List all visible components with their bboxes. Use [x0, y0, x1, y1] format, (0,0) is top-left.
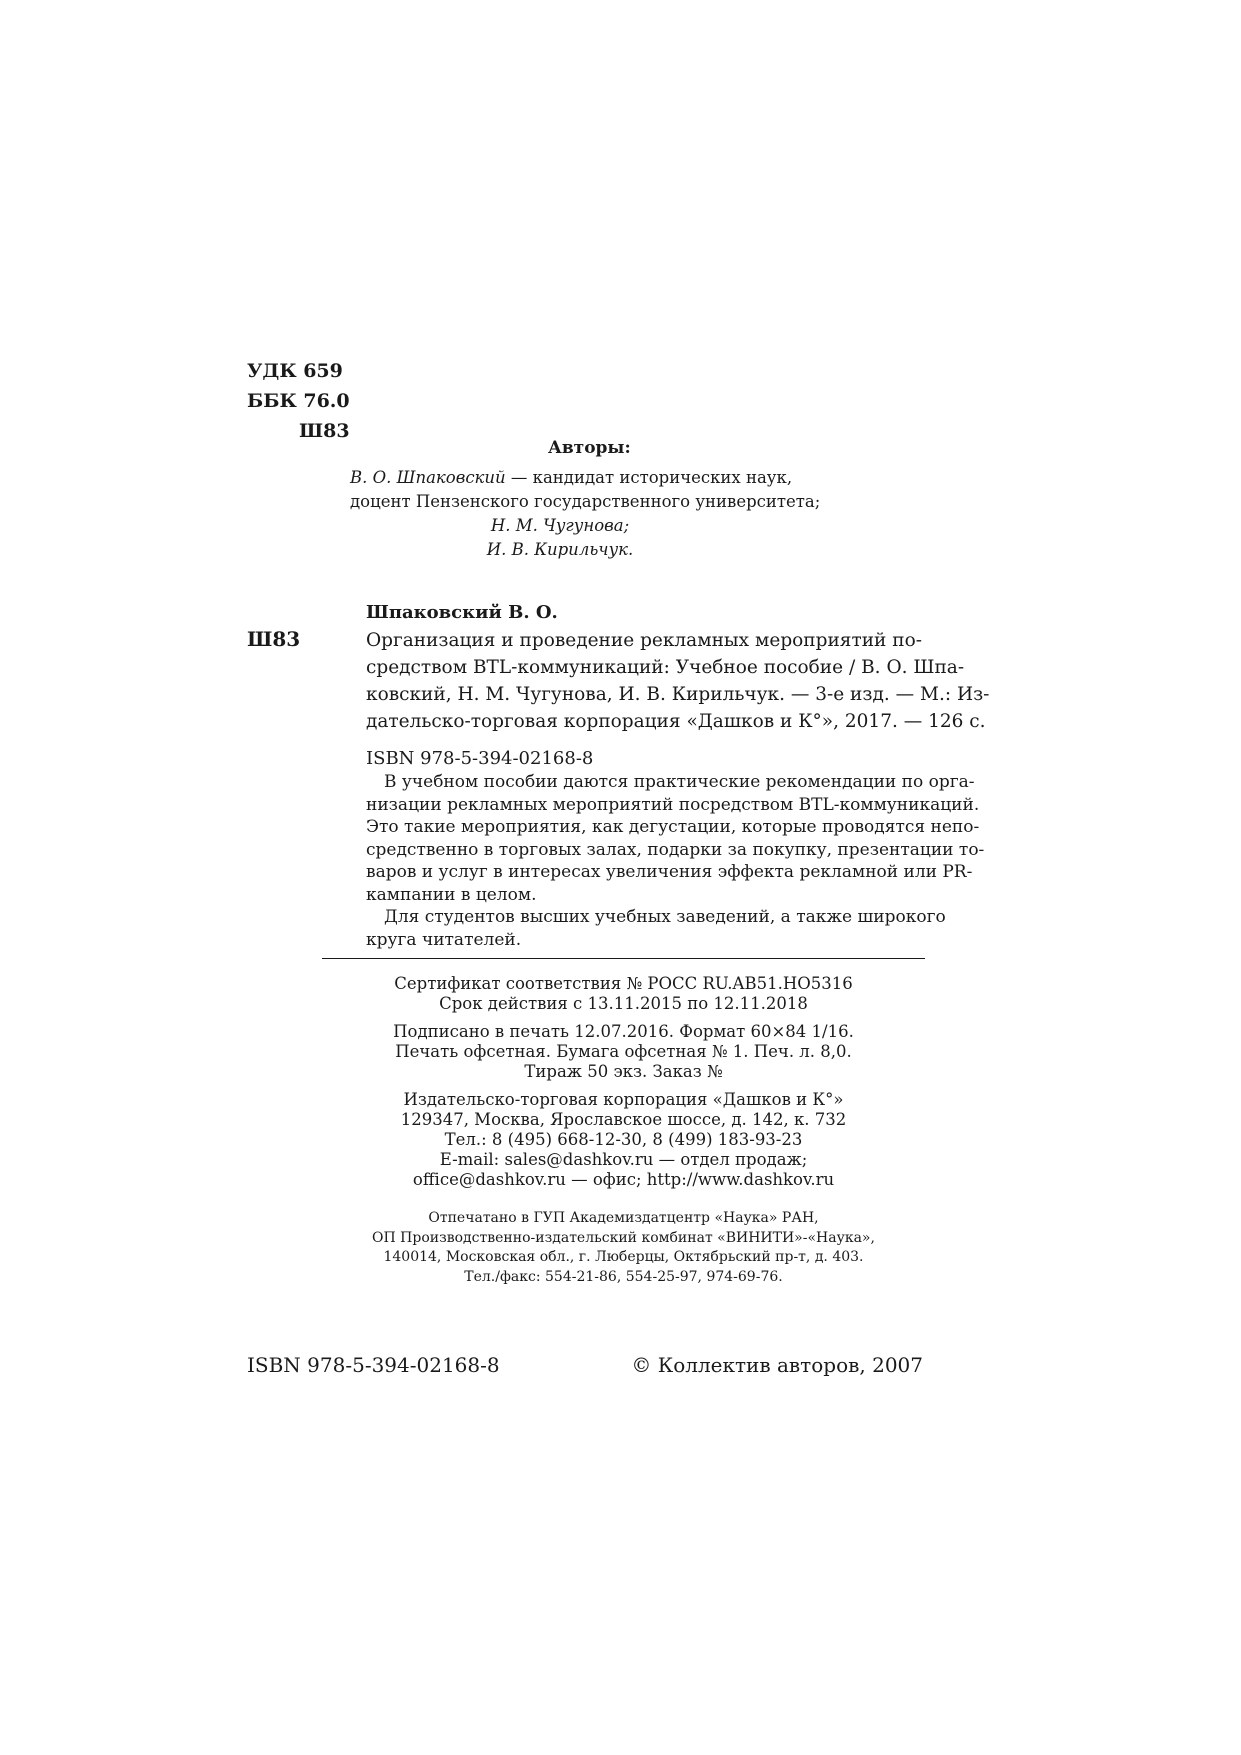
- author-line-1: [350, 466, 793, 490]
- author-line-4: И. В. Кирильчук.: [486, 540, 634, 559]
- abstract-line: варов и услуг в интересах увеличения эффекта рекламной или PR-: [366, 862, 973, 882]
- abstract-line: Это такие мероприятия, как дегустации, которые проводятся непо-: [366, 817, 980, 837]
- author-line-3: Н. М. Чугунова;: [490, 516, 630, 535]
- footer-isbn: ISBN 978-5-394-02168-8: [247, 1353, 500, 1377]
- printer-line: ОП Производственно-издательский комбинат «ВИНИТИ»-«Наука»,: [372, 1229, 875, 1246]
- address-line: 129347, Москва, Ярославское шоссе, д. 142, к. 732: [400, 1110, 847, 1129]
- classification-codes: [247, 356, 350, 446]
- printer-line: 140014, Московская обл., г. Люберцы, Октябрьский пр-т, д. 403.: [383, 1249, 864, 1265]
- bibliographic-line: дательско-торговая корпорация «Дашков и К°», 2017. — 126 с.: [366, 711, 986, 732]
- abstract-line: Для студентов высших учебных заведений, а также широкого: [384, 907, 946, 927]
- author-line-2: доцент Пензенского государственного университета;: [350, 492, 821, 511]
- bibliographic-line: средством BTL-коммуникаций: Учебное пособие / В. О. Шпа-: [366, 657, 965, 678]
- office-line: office@dashkov.ru — офис; http://www.dashkov.ru: [412, 1170, 835, 1189]
- bibliographic-description: [366, 627, 990, 735]
- email-line: E-mail: sales@dashkov.ru — отдел продаж;: [439, 1150, 808, 1169]
- bibliographic-author-mark: Ш83: [247, 627, 301, 651]
- abstract-line: кампании в целом.: [366, 884, 537, 905]
- bbk-code: ББК 76.0: [247, 390, 350, 412]
- author-1-title: — кандидат исторических наук,: [505, 468, 793, 487]
- abstract-line: низации рекламных мероприятий посредством BTL-коммуникаций.: [366, 794, 980, 815]
- validity-line: Срок действия с 13.11.2015 по 12.11.2018: [439, 994, 808, 1013]
- footer-copyright: © Коллектив авторов, 2007: [631, 1353, 923, 1377]
- authors-heading: Авторы:: [548, 438, 631, 458]
- bibliographic-author: Шпаковский В. О.: [366, 602, 558, 623]
- abstract: [366, 771, 985, 951]
- bibliographic-entry: [366, 598, 990, 772]
- certificate-line: Сертификат соответствия № РОСС RU.AB51.HO5316: [394, 974, 853, 993]
- printer-info: [322, 1209, 925, 1287]
- abstract-line: В учебном пособии даются практические рекомендации по орга-: [384, 772, 975, 792]
- bibliographic-line: Организация и проведение рекламных мероприятий по-: [366, 630, 922, 651]
- author-mark-code: Ш83: [299, 420, 350, 442]
- abstract-line: средственно в торговых залах, подарки за покупку, презентации то-: [366, 839, 985, 860]
- author-1-name: В. О. Шпаковский: [350, 468, 506, 487]
- printer-line: Отпечатано в ГУП Академиздатцентр «Наука» РАН,: [428, 1210, 819, 1226]
- publisher-line: Издательско-торговая корпорация «Дашков и К°»: [403, 1090, 844, 1109]
- signed-line: Подписано в печать 12.07.2016. Формат 60×84 1/16.: [393, 1022, 854, 1041]
- printer-line: Тел./факс: 554-21-86, 554-25-97, 974-69-76.: [464, 1268, 783, 1285]
- udk-code: УДК 659: [247, 360, 343, 382]
- run-line: Тираж 50 экз. Заказ №: [524, 1062, 723, 1081]
- imprint: [322, 974, 925, 1190]
- horizontal-rule: [322, 958, 925, 959]
- print-type-line: Печать офсетная. Бумага офсетная № 1. Печ. л. 8,0.: [395, 1042, 852, 1061]
- bibliographic-isbn: ISBN 978-5-394-02168-8: [366, 748, 594, 769]
- authors-list: [350, 466, 821, 562]
- abstract-line: круга читателей.: [366, 929, 522, 950]
- phone-line: Тел.: 8 (495) 668-12-30, 8 (499) 183-93-23: [444, 1130, 803, 1149]
- bibliographic-line: ковский, Н. М. Чугунова, И. В. Кирильчук. — 3-е изд. — М.: Из-: [366, 684, 990, 705]
